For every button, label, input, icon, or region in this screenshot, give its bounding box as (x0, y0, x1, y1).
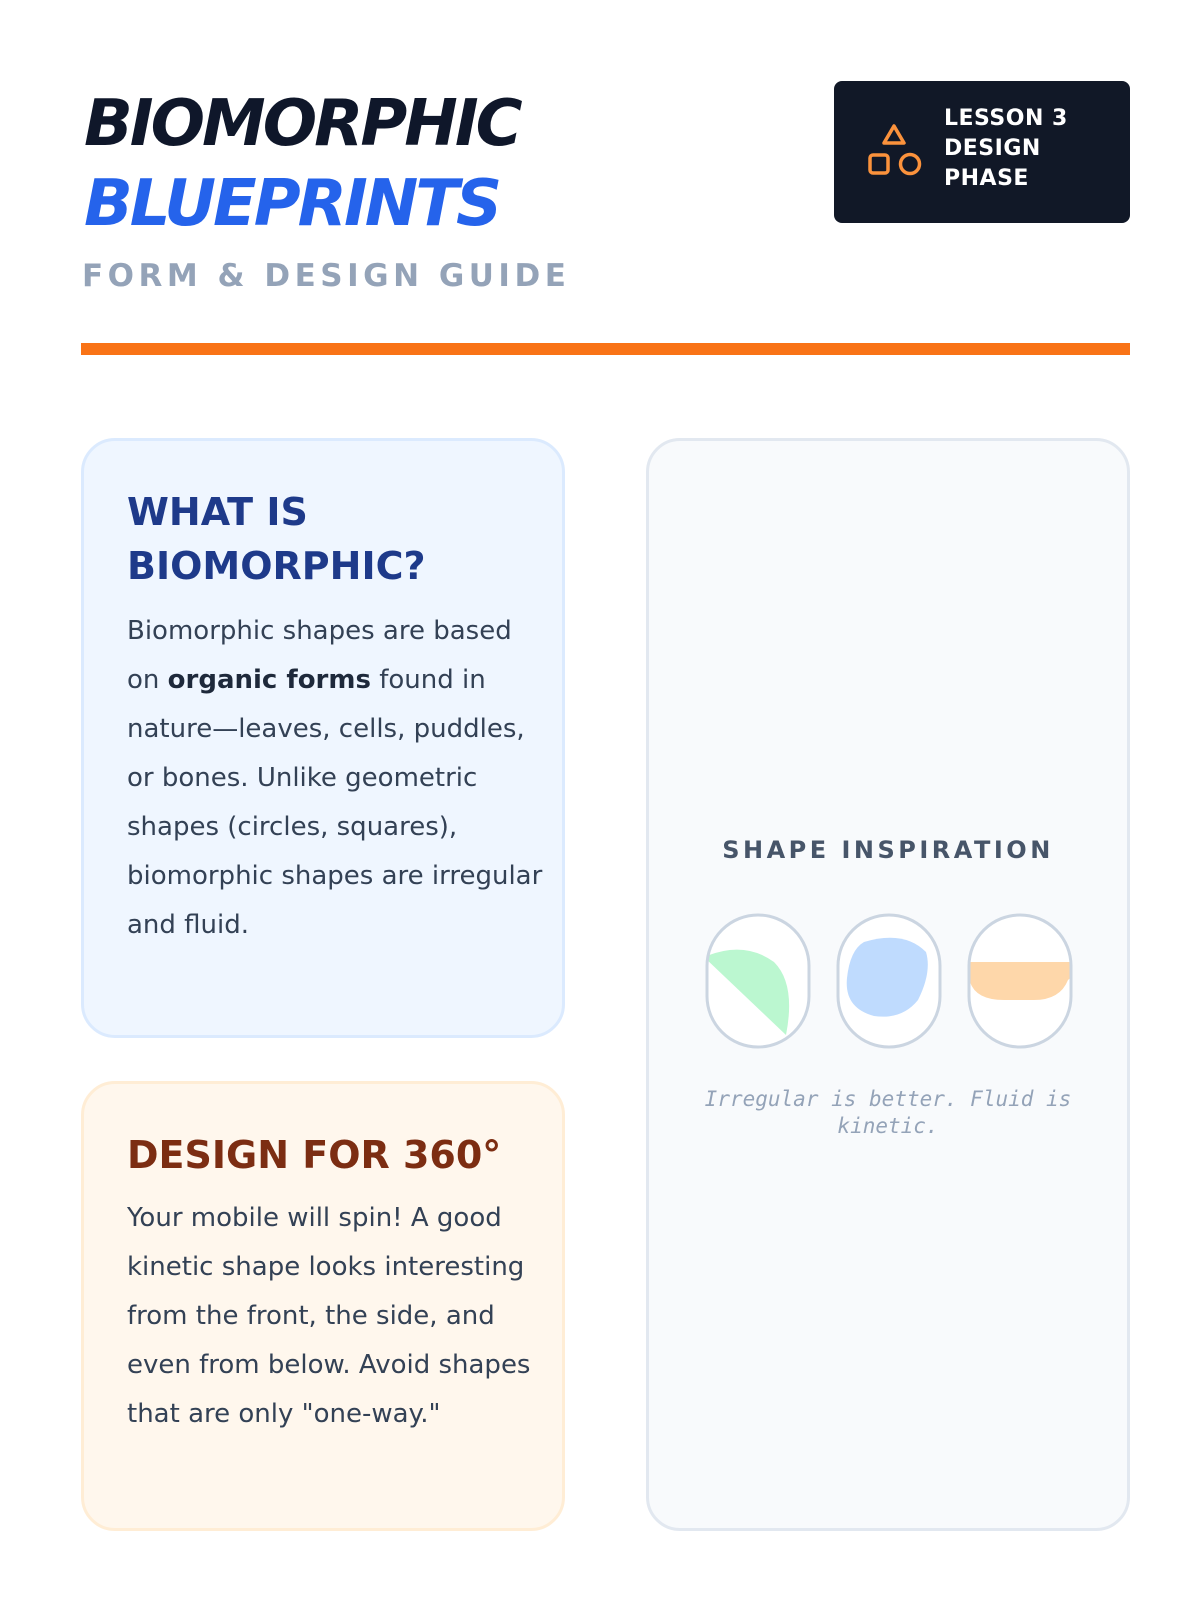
what-is-biomorphic-card (81, 438, 565, 1038)
shape-frame-1 (704, 915, 809, 1047)
body-text-start: Biomorphic shapes are based on (127, 616, 512, 695)
shape-examples (704, 912, 1084, 1050)
card-body (127, 607, 543, 950)
shape-inspiration-panel (646, 438, 1130, 1531)
title-line-1: BIOMORPHIC (84, 87, 520, 161)
body-text-bold: organic forms (167, 665, 371, 695)
badge-line-3: PHASE (944, 166, 1029, 191)
page-subtitle: FORM & DESIGN GUIDE (82, 258, 571, 294)
shapes-icon (864, 121, 924, 181)
badge-line-2: DESIGN (944, 136, 1041, 161)
design-for-360-card (81, 1081, 565, 1531)
card-heading: WHAT IS BIOMORPHIC? (127, 490, 426, 588)
badge-text (944, 104, 1124, 194)
shape-frame-3 (966, 915, 1074, 1047)
page-title (84, 84, 520, 244)
body-text-end: found in nature—leaves, cells, puddles, or bones. Unlike geometric shapes (circles, squares), biomorphic shapes are irregular and fluid. (127, 665, 543, 940)
shape-frame-2 (838, 915, 940, 1047)
shape-caption: Irregular is better. Fluid is kinetic. (704, 1087, 1072, 1138)
card-heading: DESIGN FOR 360° (127, 1133, 502, 1177)
card-body: Your mobile will spin! A good kinetic shape looks interesting from the front, the side, and even from below. Avoid shapes that are only "one-way." (127, 1203, 531, 1429)
panel-label: SHAPE INSPIRATION (722, 836, 1054, 864)
title-line-2: BLUEPRINTS (84, 167, 500, 241)
lesson-badge (834, 81, 1130, 223)
orange-divider (81, 343, 1130, 355)
badge-line-1: LESSON 3 (944, 106, 1068, 131)
